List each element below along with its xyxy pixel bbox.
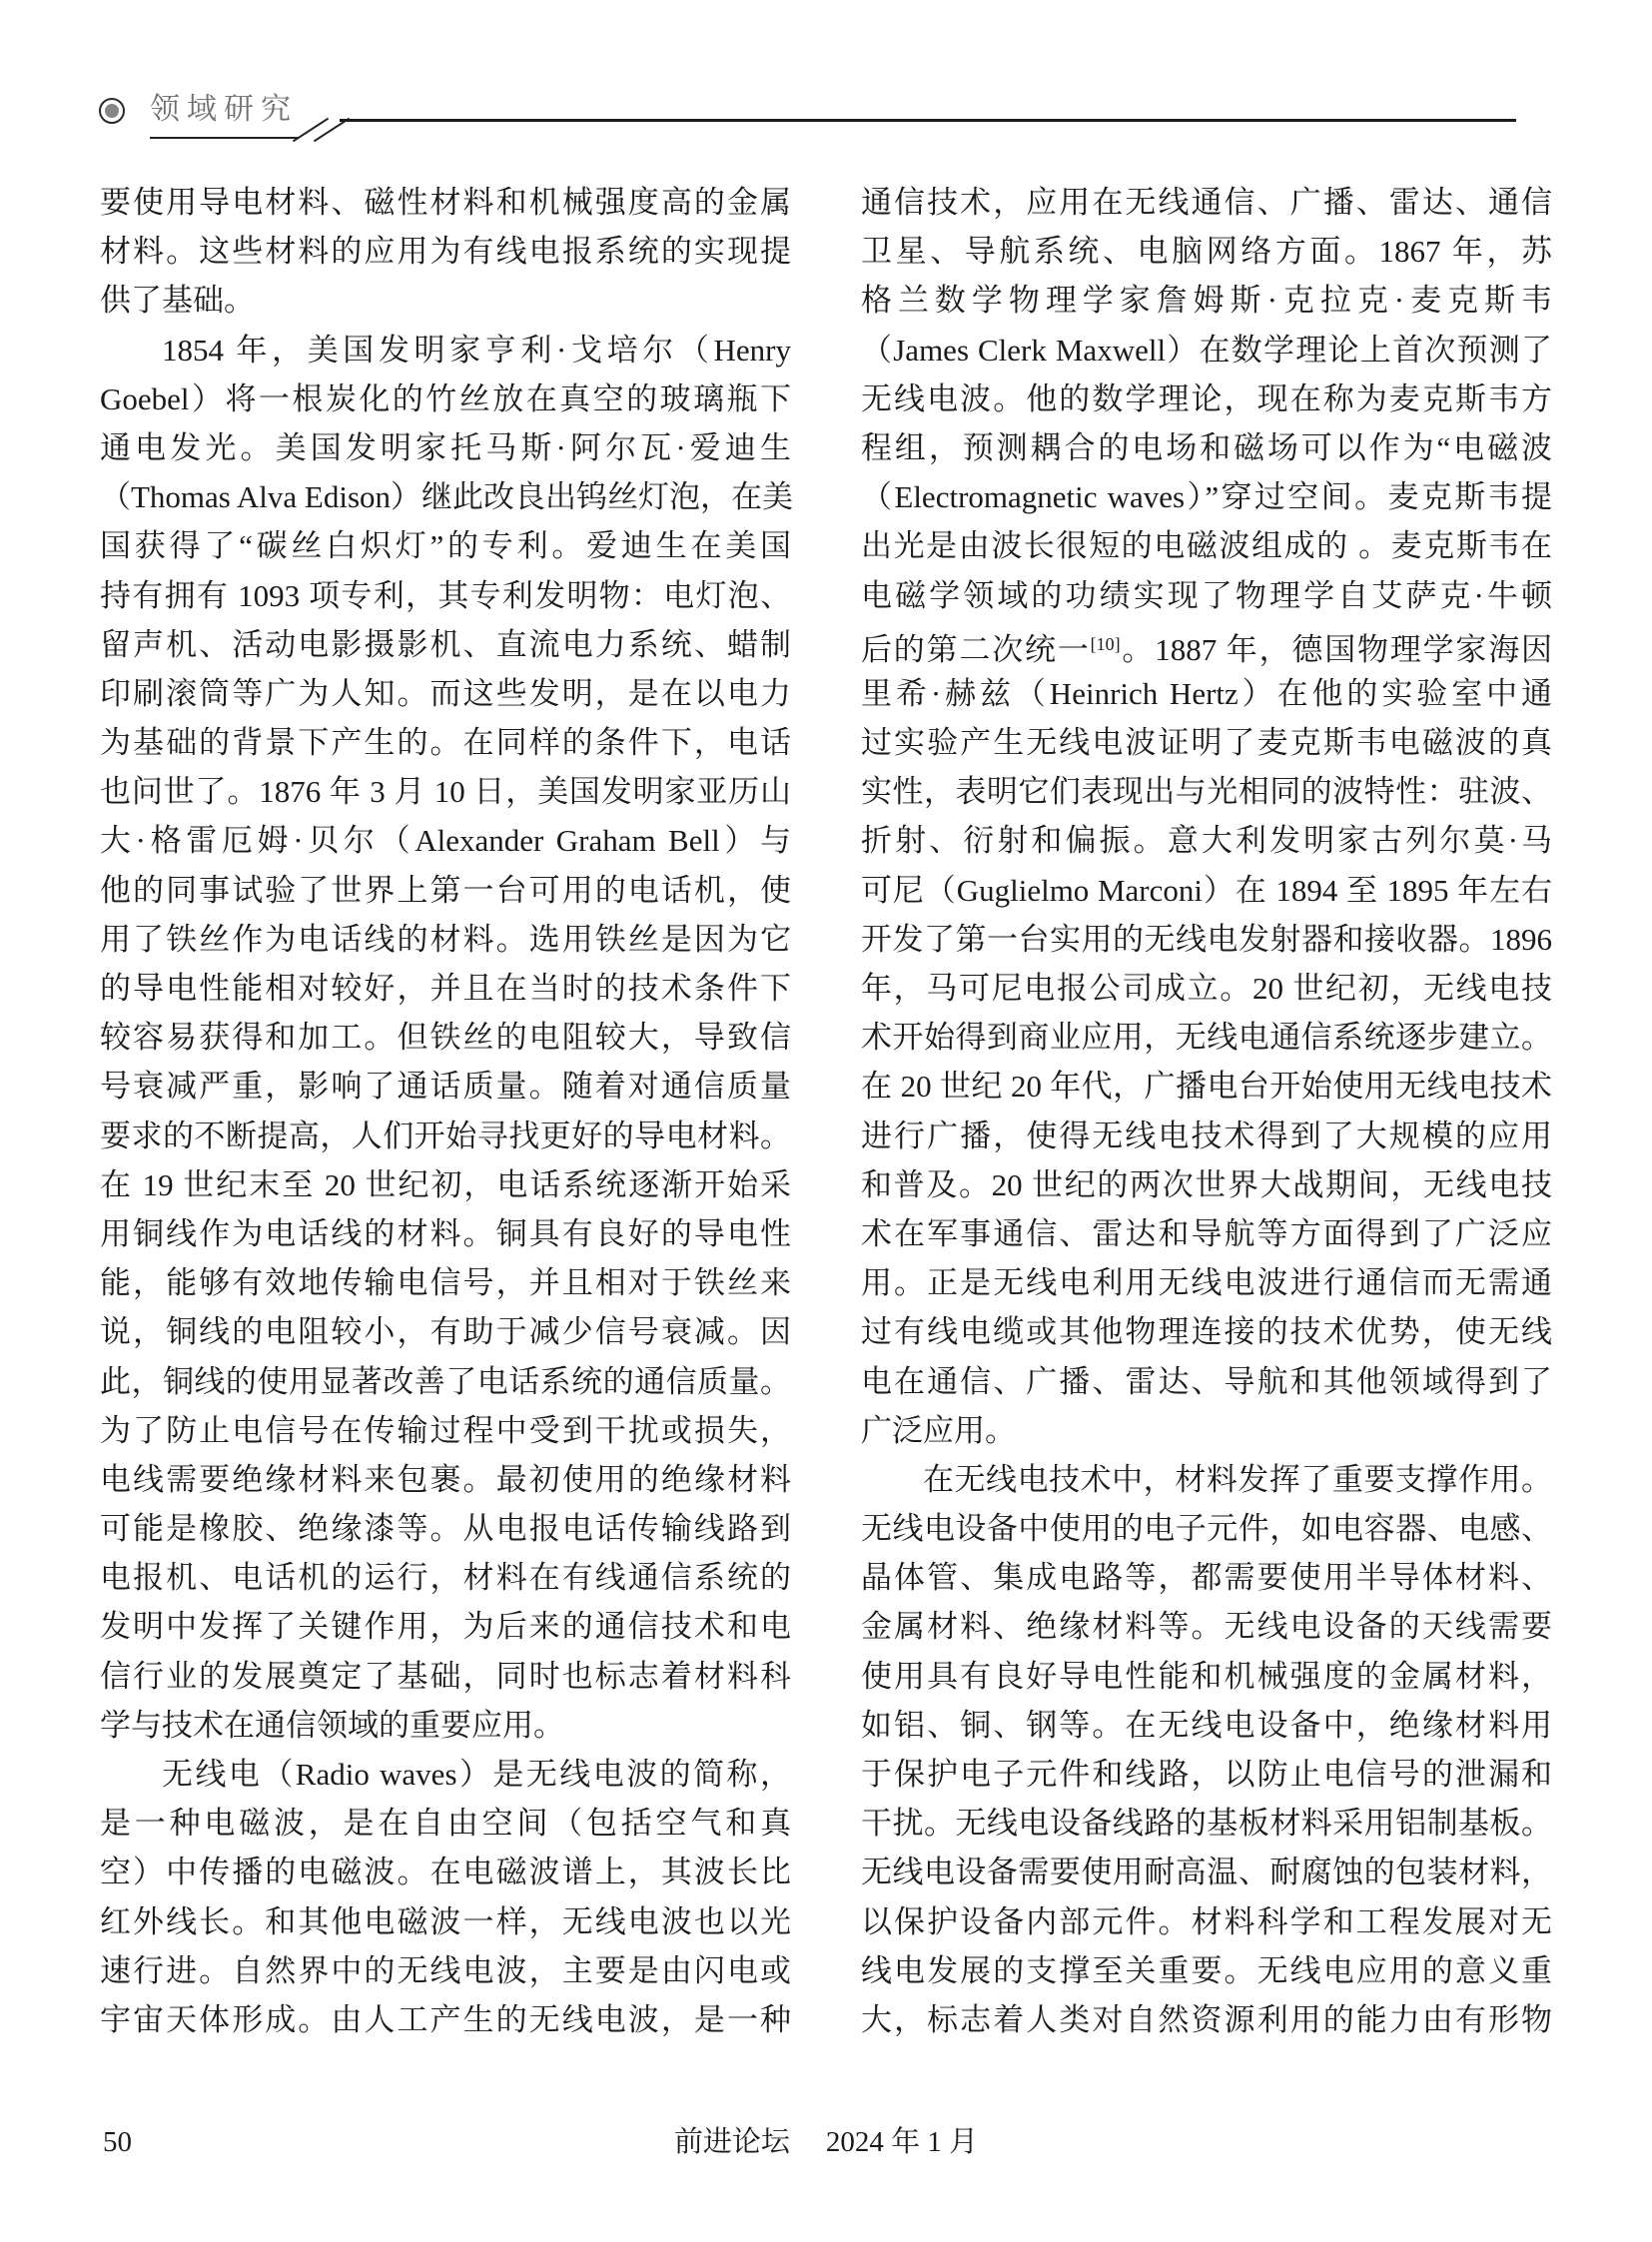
text-line: （Thomas Alva Edison）继此改良出钨丝灯泡，在美 <box>100 479 794 515</box>
text-line: 持有拥有 1093 项专利，其专利发明物：电灯泡、 <box>100 577 791 613</box>
right-column <box>861 178 1552 2044</box>
text-line: 宇宙天体形成。由人工产生的无线电波，是一种 <box>100 2001 791 2037</box>
text-line: 以保护设备内部元件。材料科学和工程发展对无 <box>861 1903 1552 1939</box>
text-line: （James Clerk Maxwell）在数学理论上首次预测了 <box>861 332 1552 368</box>
text-line: 电报机、电话机的运行，材料在有线通信系统的 <box>100 1560 791 1596</box>
text-line: 用铜线作为电话线的材料。铜具有良好的导电性 <box>100 1215 791 1251</box>
text-line: 说，铜线的电阻较小，有助于减少信号衰减。因 <box>100 1314 791 1350</box>
text-line: 无线电设备需要使用耐高温、耐腐蚀的包装材料， <box>861 1855 1552 1890</box>
text-line: 速行进。自然界中的无线电波，主要是由闪电或 <box>100 1952 791 1988</box>
text-line: 金属材料、绝缘材料等。无线电设备的天线需要 <box>861 1609 1552 1645</box>
text-line: 线电发展的支撑至关重要。无线电应用的意义重 <box>861 1952 1552 1988</box>
text-line: 如铝、铜、钢等。在无线电设备中，绝缘材料用 <box>861 1707 1552 1743</box>
text-line: 发明中发挥了关键作用，为后来的通信技术和电 <box>100 1609 791 1645</box>
text-line: 折射、衍射和偏振。意大利发明家古列尔莫·马 <box>861 823 1552 859</box>
text-line: 年，马可尼电报公司成立。20 世纪初，无线电技 <box>861 971 1552 1006</box>
footnote-reference: [10] <box>1090 633 1121 654</box>
text-line: 空）中传播的电磁波。在电磁波谱上，其波长比 <box>100 1855 791 1890</box>
text-line: 在 20 世纪 20 年代，广播电台开始使用无线电技术 <box>861 1069 1552 1105</box>
text-line: 1854 年，美国发明家亨利·戈培尔（Henry <box>162 332 791 368</box>
text-line: 于保护电子元件和线路，以防止电信号的泄漏和 <box>861 1757 1552 1792</box>
text-line: 国获得了“碳丝白炽灯”的专利。爱迪生在美国 <box>100 528 791 564</box>
text-line <box>861 620 1552 669</box>
text-line: 红外线长。和其他电磁波一样，无线电波也以光 <box>100 1903 791 1939</box>
header-rule <box>340 119 1516 122</box>
text-line: 电在通信、广播、雷达、导航和其他领域得到了 <box>861 1363 1552 1399</box>
text-line: 程组，预测耦合的电场和磁场可以作为“电磁波 <box>861 429 1552 465</box>
text-line: 在 19 世纪末至 20 世纪初，电话系统逐渐开始采 <box>100 1166 791 1202</box>
text-line: 为了防止电信号在传输过程中受到干扰或损失， <box>100 1412 791 1448</box>
text-line: 号衰减严重，影响了通话质量。随着对通信质量 <box>100 1069 791 1105</box>
text-line: 出光是由波长很短的电磁波组成的 。麦克斯韦在 <box>861 528 1552 564</box>
text-line: 也问世了。1876 年 3 月 10 日，美国发明家亚历山 <box>100 774 791 810</box>
text-line: 材料。这些材料的应用为有线电报系统的实现提 <box>100 234 791 270</box>
text-segment: 。1887 年，德国物理学家海因 <box>1120 631 1553 667</box>
section-title: 领域研究 <box>150 93 298 126</box>
text-segment: 后的第二次统一 <box>861 631 1091 667</box>
bullseye-icon <box>99 98 125 124</box>
text-line: 用了铁丝作为电话线的材料。选用铁丝是因为它 <box>100 921 791 957</box>
bullseye-icon-dot <box>105 104 119 118</box>
page-number: 50 <box>103 2126 132 2158</box>
text-line: 为基础的背景下产生的。在同样的条件下，电话 <box>100 725 791 761</box>
text-line: 通电发光。美国发明家托马斯·阿尔瓦·爱迪生 <box>100 429 791 465</box>
text-line: 印刷滚筒等广为人知。而这些发明，是在以电力 <box>100 675 791 711</box>
text-line: 留声机、活动电影摄影机、直流电力系统、蜡制 <box>100 626 791 662</box>
text-line: 无线电设备中使用的电子元件，如电容器、电感、 <box>861 1511 1552 1547</box>
text-line: 此，铜线的使用显著改善了电话系统的通信质量。 <box>100 1363 791 1399</box>
text-line: 和普及。20 世纪的两次世界大战期间，无线电技 <box>861 1166 1552 1202</box>
issue-date: 2024 年 1 月 <box>825 2126 979 2158</box>
text-line: 格兰数学物理学家詹姆斯·克拉克·麦克斯韦 <box>861 283 1552 319</box>
text-line: 较容易获得和加工。但铁丝的电阻较大，导致信 <box>100 1020 791 1056</box>
text-line: 要求的不断提高，人们开始寻找更好的导电材料。 <box>100 1118 791 1153</box>
text-line: 能，能够有效地传输电信号，并且相对于铁丝来 <box>100 1265 791 1301</box>
text-line: 晶体管、集成电路等，都需要使用半导体材料、 <box>861 1560 1552 1596</box>
header-slash-decoration <box>293 118 329 143</box>
text-line: 过实验产生无线电波证明了麦克斯韦电磁波的真 <box>861 725 1552 761</box>
journal-name: 前进论坛 <box>673 2126 790 2158</box>
text-line: 大，标志着人类对自然资源利用的能力由有形物 <box>861 2001 1552 2037</box>
text-line: Goebel）将一根炭化的竹丝放在真空的玻璃瓶下 <box>100 380 791 416</box>
text-line: 实性，表明它们表现出与光相同的波特性：驻波、 <box>861 774 1552 810</box>
text-line: 过有线电缆或其他物理连接的技术优势，使无线 <box>861 1314 1552 1350</box>
header-underline <box>150 137 298 139</box>
text-line: 可能是橡胶、绝缘漆等。从电报电话传输线路到 <box>100 1511 791 1547</box>
text-line: 可尼（Guglielmo Marconi）在 1894 至 1895 年左右 <box>861 872 1552 908</box>
text-line: 使用具有良好导电性能和机械强度的金属材料， <box>861 1658 1552 1694</box>
text-line: 通信技术，应用在无线通信、广播、雷达、通信 <box>861 185 1552 220</box>
text-line: 干扰。无线电设备线路的基板材料采用铝制基板。 <box>861 1806 1552 1842</box>
text-line: 术在军事通信、雷达和导航等方面得到了广泛应 <box>861 1215 1552 1251</box>
text-line: 在无线电技术中，材料发挥了重要支撑作用。 <box>923 1461 1552 1497</box>
text-line: 进行广播，使得无线电技术得到了大规模的应用 <box>861 1118 1552 1153</box>
text-line: 电线需要绝缘材料来包裹。最初使用的绝缘材料 <box>100 1461 791 1497</box>
text-line: 他的同事试验了世界上第一台可用的电话机，使 <box>100 872 791 908</box>
text-line: 术开始得到商业应用，无线电通信系统逐步建立。 <box>861 1020 1552 1056</box>
text-line: 电磁学领域的功绩实现了物理学自艾萨克·牛顿 <box>861 577 1552 613</box>
text-line: 里希·赫兹（Heinrich Hertz）在他的实验室中通 <box>861 675 1552 711</box>
text-line: 要使用导电材料、磁性材料和机械强度高的金属 <box>100 185 791 220</box>
text-line: （Electromagnetic waves）”穿过空间。麦克斯韦提 <box>861 479 1552 515</box>
text-line: 开发了第一台实用的无线电发射器和接收器。1896 <box>861 921 1552 957</box>
left-column <box>100 178 794 2044</box>
text-line: 无线电波。他的数学理论，现在称为麦克斯韦方 <box>861 380 1552 416</box>
text-line: 卫星、导航系统、电脑网络方面。1867 年，苏 <box>861 234 1552 270</box>
text-line: 用。正是无线电利用无线电波进行通信而无需通 <box>861 1265 1552 1301</box>
text-line: 是一种电磁波，是在自由空间（包括空气和真 <box>100 1806 791 1842</box>
text-line: 的导电性能相对较好，并且在当时的技术条件下 <box>100 971 791 1006</box>
text-line: 信行业的发展奠定了基础，同时也标志着材料科 <box>100 1658 791 1694</box>
text-line: 无线电（Radio waves）是无线电波的简称， <box>162 1757 791 1792</box>
text-line: 供了基础。 <box>100 283 255 319</box>
footer-journal-line <box>0 2125 1652 2159</box>
text-line: 广泛应用。 <box>861 1412 1016 1448</box>
text-line: 学与技术在通信领域的重要应用。 <box>100 1707 564 1743</box>
text-line: 大·格雷厄姆·贝尔（Alexander Graham Bell）与 <box>100 823 791 859</box>
